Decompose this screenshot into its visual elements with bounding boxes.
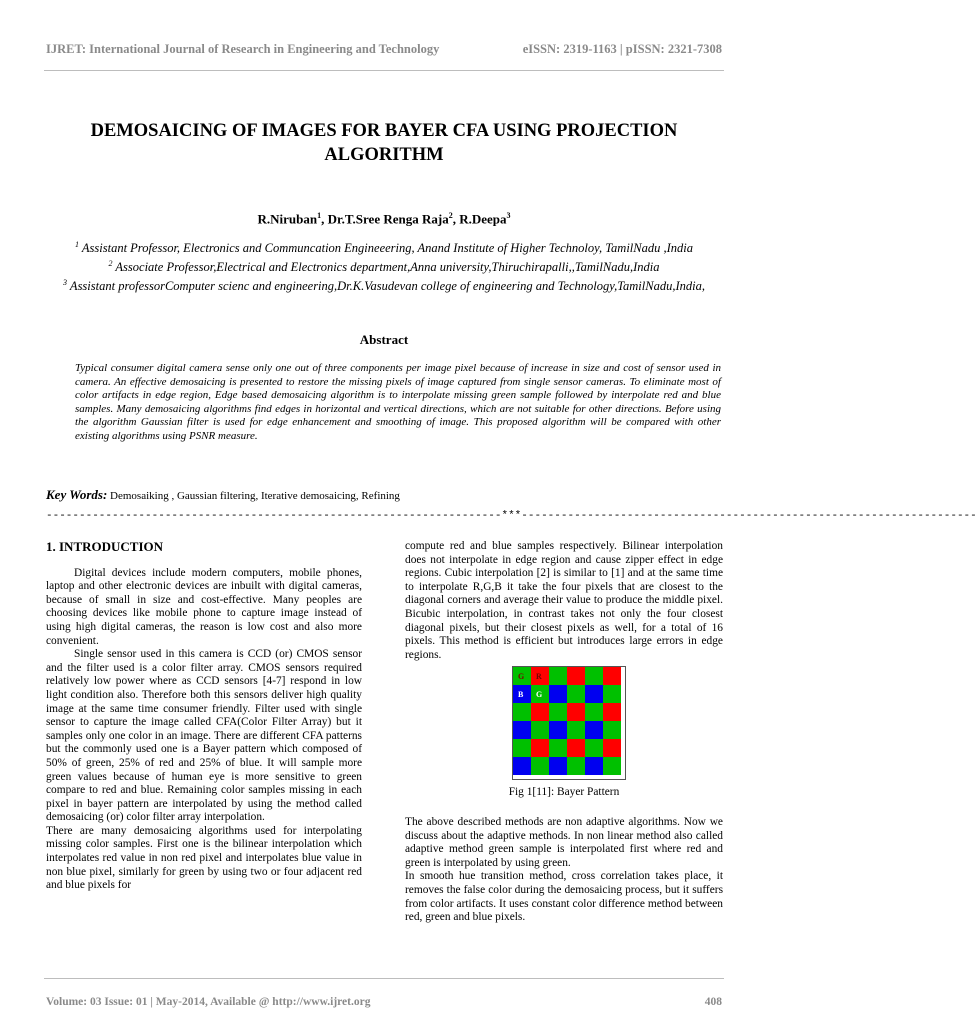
right-paragraph-3: In smooth hue transition method, cross correlation takes place, it removes the false color during the demosaicing process, but it suffers from color artifacts. It uses constant color difference method between red, green and blue pixels.: [405, 870, 723, 924]
section-divider: ---------------------------------------------------------------------***---------------------------------------------------------------------: [46, 510, 977, 522]
introduction-heading: 1. INTRODUCTION: [46, 539, 164, 554]
author-1-sup: 1: [317, 211, 322, 220]
bayer-cell: [513, 685, 531, 703]
page-footer: [46, 996, 722, 1008]
abstract-heading: Abstract: [359, 332, 409, 347]
affiliation-3: [46, 275, 722, 294]
author-3: , R.Deepa: [452, 211, 507, 227]
affiliation-2-text: Associate Professor,Electrical and Electronics department,Anna university,Thiruchirapalli,,TamilNadu,India: [112, 260, 660, 275]
bayer-cell: [513, 757, 531, 775]
keywords-text: Demosaiking , Gaussian filtering, Iterative demosaicing, Refining: [107, 490, 400, 502]
bayer-cell: [585, 703, 603, 721]
bayer-cell: [549, 667, 567, 685]
right-paragraph-2: The above described methods are non adaptive algorithms. Now we discuss about the adaptive methods. In non linear method also called adaptive method green sample is interpolated first where red and green is interpolated by using green.: [405, 815, 723, 869]
authors: [44, 211, 724, 227]
affiliation-1-sup: 1: [75, 240, 79, 249]
bayer-cell: [585, 667, 603, 685]
bayer-cell: [567, 739, 585, 757]
bayer-cell: [603, 757, 621, 775]
bayer-cell: [549, 721, 567, 739]
right-column: [405, 540, 723, 925]
affiliation-2-sup: 2: [108, 259, 113, 269]
title-line-1: DEMOSAICING OF IMAGES FOR BAYER CFA USING PROJECTION: [90, 121, 678, 141]
right-paragraph-1: compute red and blue samples respectively. Bilinear interpolation does not interpolate in edge region and cause zipper effect in edge regions. Cubic interpolation [2] is similar to [1] and at the same time to interpolate R,G,B it take the four pixels that are closest to the diagonal corners and average their value to produce the middle pixel. Bicubic interpolation, in contrast takes not only the four closest diagonal pixels, but their closest pixels as well, for a total of 16 pixels. This method is efficient but introduces large errors in edge regions.: [405, 540, 723, 661]
bayer-cell: [603, 703, 621, 721]
bayer-cell: [585, 739, 603, 757]
paper-title: [44, 119, 724, 167]
bayer-pattern-figure: [512, 666, 626, 780]
author-1: R.Niruban: [257, 211, 318, 227]
bayer-cell: [603, 667, 621, 685]
bayer-cell: [585, 685, 603, 703]
bayer-cell: [567, 721, 585, 739]
header-rule: [44, 70, 724, 71]
bayer-cell: [531, 685, 549, 703]
figure-caption: Fig 1[11]: Bayer Pattern: [508, 786, 620, 799]
bayer-cell: [513, 721, 531, 739]
bayer-cell: [585, 757, 603, 775]
intro-paragraph-2: Single sensor used in this camera is CCD (or) CMOS sensor and the filter used is a color filter array. CMOS sensors required relatively low power where as CCD sensors [4-7] respond in low light condition also. Therefore both this sensors deliver high quality image at the same time consumer friendly. Filter used with single sensor to capture the image called CFA(Color Filter Array) but it samples only one color in an image. There are different CFA patterns but the commonly used one is a Bayer pattern which composed of 50% of green, 25% of red and 25% of blue. It will sample more green values because of human eye is more sensitive to green compare to red and blue. Remaining color samples missing in each pixel in bayer pattern are interpolated by using the method called demosaicing (or) color filter array interpolation.: [46, 648, 362, 824]
title-line-2: ALGORITHM: [324, 145, 444, 165]
abstract-text: Typical consumer digital camera sense only one out of three components per image pixel because of increase in size and cost of sensor used in camera. An effective demosaicing is presented to restore the missing pixels of image captured from single sensor cameras. To eliminate most of color artifacts in edge region, Edge based demosaicing algorithm is to interpolate missing green sample followed by interpolate red and blue samples. Many demosaicing algorithms find edges in horizontal and vertical directions, which are not suitable for other directions. Before using the algorithm Gaussian filter is used for edge enhancement and smoothing of image. This proposed algorithm will be compared with other existing algorithms using PSNR measure.: [75, 362, 721, 442]
left-column: [46, 540, 362, 893]
bayer-cell: [549, 685, 567, 703]
bayer-cell-label: G: [518, 672, 525, 682]
affiliation-2: [46, 256, 722, 275]
footer-rule: [44, 978, 724, 979]
affiliation-3-text: Assistant professorComputer scienc and engineering,Dr.K.Vasudevan college of engineering and Technology,TamilNadu,India,: [67, 279, 705, 294]
bayer-cell: [531, 703, 549, 721]
bayer-cell: [603, 685, 621, 703]
affiliations: [46, 237, 722, 294]
issn: eISSN: 2319-1163 | pISSN: 2321-7308: [522, 42, 722, 56]
bayer-cell-label: R: [536, 672, 542, 682]
bayer-cell: [585, 721, 603, 739]
bayer-cell: [567, 703, 585, 721]
bayer-cell-label: B: [518, 690, 524, 700]
bayer-cell: [603, 739, 621, 757]
bayer-cell: [549, 757, 567, 775]
bayer-cell: [603, 721, 621, 739]
bayer-cell: [531, 757, 549, 775]
bayer-cell: [531, 739, 549, 757]
page-number: 408: [704, 996, 722, 1008]
bayer-cell: [513, 703, 531, 721]
intro-paragraph-3: There are many demosaicing algorithms used for interpolating missing color samples. First one is the bilinear interpolation which interpolates red value in non red pixel and interpolates blue value in non blue pixel, similarly for green by using two or four adjacent red and blue pixels for: [46, 824, 362, 892]
affiliation-3-sup: 3: [63, 278, 68, 288]
author-3-sup: 3: [506, 211, 511, 220]
bayer-cell: [567, 757, 585, 775]
bayer-cell: [549, 739, 567, 757]
bayer-cell: [567, 667, 585, 685]
keywords-label: Key Words:: [46, 487, 108, 502]
journal-name: IJRET: International Journal of Research in Engineering and Technology: [46, 42, 440, 56]
bayer-cell: [531, 721, 549, 739]
bayer-cell-label: G: [536, 690, 543, 700]
intro-paragraph-1: Digital devices include modern computers, mobile phones, laptop and other electronic devices are inbuilt with digital cameras, because of small in size and cost-effective. Many peoples are choosing devices like mobile phone to capture image instead of using high digital cameras, the reason is low cost and also more convenient.: [46, 566, 362, 647]
bayer-cell: [531, 667, 549, 685]
bayer-cell: [549, 703, 567, 721]
author-2: , Dr.T.Sree Renga Raja: [321, 211, 449, 227]
footer-volume: Volume: 03 Issue: 01 | May-2014, Available @ http://www.ijret.org: [46, 996, 371, 1008]
bayer-cell: [513, 667, 531, 685]
bayer-cell: [513, 739, 531, 757]
author-2-sup: 2: [448, 211, 453, 220]
page-header: [46, 42, 722, 57]
affiliation-1-text: Assistant Professor, Electronics and Communcation Engineeering, Anand Institute of Higher Technoloy, TamilNadu ,India: [79, 241, 693, 256]
keywords: [46, 487, 722, 503]
affiliation-1: [46, 237, 722, 256]
bayer-cell: [567, 685, 585, 703]
